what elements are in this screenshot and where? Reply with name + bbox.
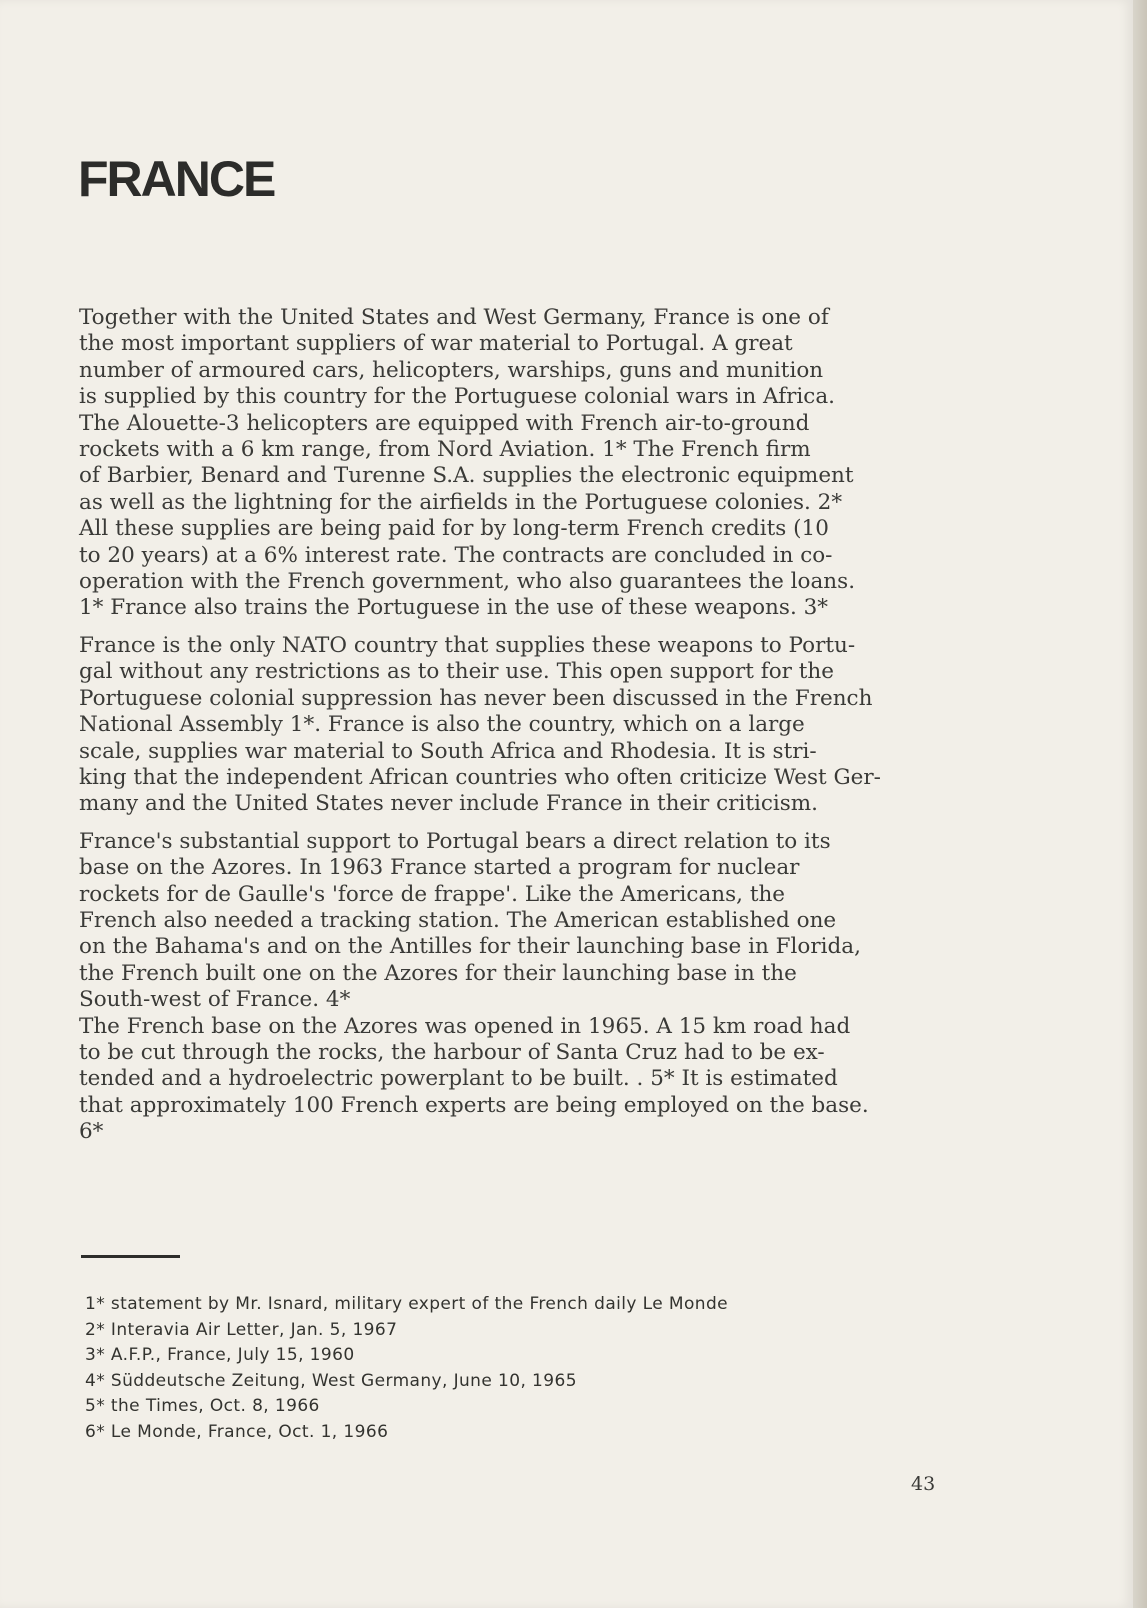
footnote: 4* Süddeutsche Zeitung, West Germany, June 10, 1965 xyxy=(85,1370,577,1391)
paragraph-nato: France is the only NATO country that supplies these weapons to Portu- gal without any restrictions as to their use. This open support for the Portuguese colonial suppression has never been discussed in the French National Assembly 1*. France is also the country, which on a large scale, supplies war material to South Africa and Rhodesia. It is stri- king that the independent African countries who often criticize West Ger- many and the United States never include France in their criticism. xyxy=(79,632,881,817)
page-title: FRANCE xyxy=(78,151,275,207)
footnote-list xyxy=(85,1292,728,1446)
page-edge xyxy=(1133,0,1147,1608)
footnote: 3* A.F.P., France, July 15, 1960 xyxy=(85,1345,355,1366)
footnote: 6* Le Monde, France, Oct. 1, 1966 xyxy=(85,1421,389,1442)
paragraph-suppliers: Together with the United States and West Germany, France is one of the most important suppliers of war material to Portugal. A great number of armoured cars, helicopters, warships, guns and munition is supplied by this country for the Portuguese colonial wars in Africa. The Alouette-3 helicopters are equipped with French air-to-ground rockets with a 6 km range, from Nord Aviation. 1* The French firm of Barbier, Benard and Turenne S.A. supplies the electronic equipment as well as the lightning for the airfields in the Portuguese colonies. 2* All these supplies are being paid for by long-term French credits (10 to 20 years) at a 6% interest rate. The contracts are concluded in co- operation with the French government, who also guarantees the loans. 1* France also trains the Portuguese in the use of these weapons. 3* xyxy=(79,305,856,621)
paragraph-azores: France's substantial support to Portugal bears a direct relation to its base on the Azores. In 1963 France started a program for nuclear rockets for de Gaulle's 'force de frappe'. Like the Americans, the French also needed a tracking station. The American established one on the Bahama's and on the Antilles for their launching base in Florida, the French built one on the Azores for their launching base in the South-west of France. 4* xyxy=(79,828,861,1013)
footnote: 2* Interavia Air Letter, Jan. 5, 1967 xyxy=(85,1319,398,1340)
body-text xyxy=(79,305,979,1146)
paragraph-french-base: The French base on the Azores was opened in 1965. A 15 km road had to be cut through the rocks, the harbour of Santa Cruz had to be ex- tended and a hydroelectric powerplant to be built. . 5* It is estimated that approximately 100 French experts are being employed on the base. 6* xyxy=(79,1013,869,1145)
footnote: 5* the Times, Oct. 8, 1966 xyxy=(85,1396,320,1417)
footnote-divider xyxy=(81,1255,180,1258)
page-number: 43 xyxy=(911,1473,936,1495)
footnote: 1* statement by Mr. Isnard, military expert of the French daily Le Monde xyxy=(85,1294,729,1314)
